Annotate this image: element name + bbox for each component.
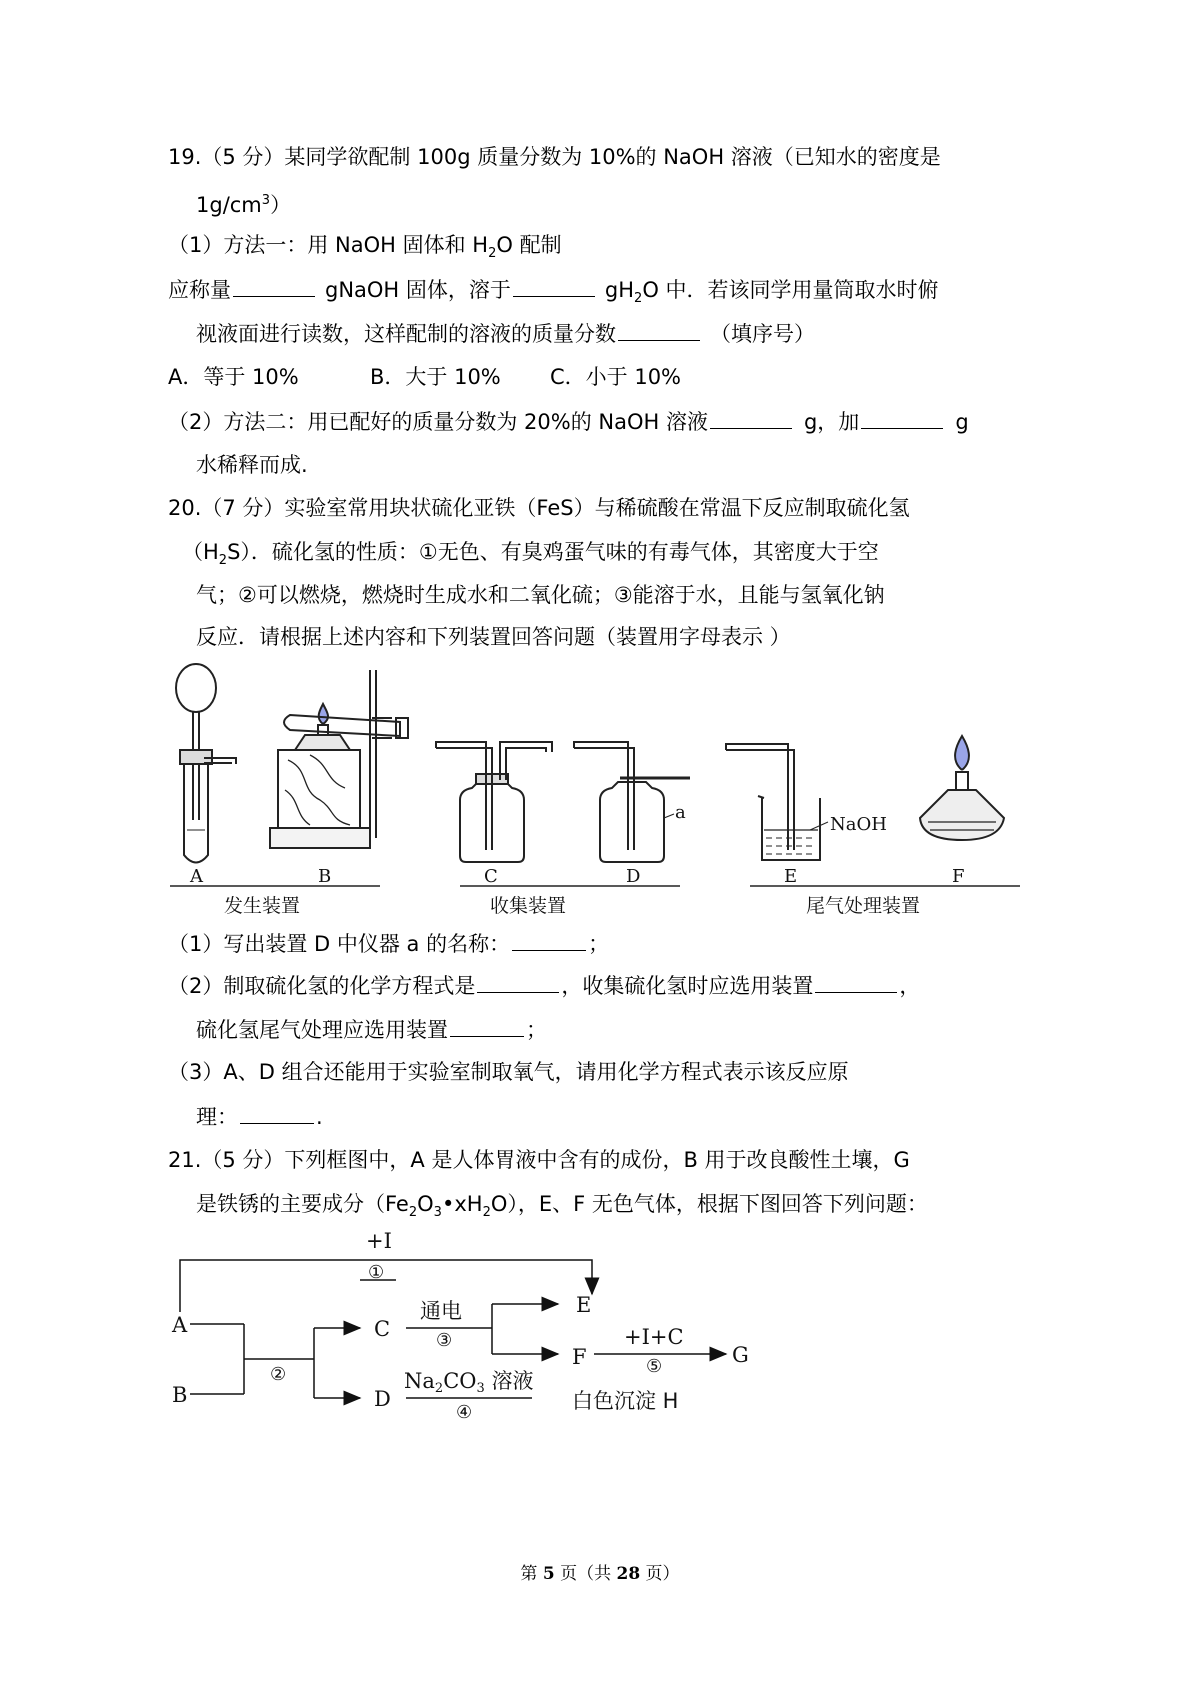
- q19-part2: [168, 406, 969, 437]
- group-generation: 发生装置: [224, 895, 301, 917]
- q19-density: 1g/cm: [196, 193, 262, 217]
- reaction-3-condition: 通电: [420, 1299, 462, 1323]
- q20-l2-b: S）．硫化氢的性质：①无色、有臭鸡蛋气味的有毒气体，其密度大于空: [227, 540, 879, 564]
- q19-option-a: [168, 362, 299, 392]
- reaction-flow-diagram: [160, 1228, 800, 1428]
- apparatus-e-icon: [726, 744, 828, 860]
- q21-line-1: [168, 1145, 910, 1175]
- node-f: F: [572, 1345, 587, 1369]
- q20-line-1: [168, 493, 910, 523]
- q21-l2-d: O），E、F 无色气体，根据下图回答下列问题：: [490, 1192, 928, 1216]
- q19-opt-c-text: C．小于 10%: [550, 365, 682, 389]
- apparatus-b-icon: [270, 670, 408, 848]
- r4-co: CO: [443, 1369, 477, 1393]
- q20-s2-b: ，收集硫化氢时应选用装置: [561, 974, 814, 998]
- q20-sub2-cont: [196, 1014, 547, 1045]
- reaction-2-number: ②: [270, 1364, 287, 1385]
- q19-part1-a: （1）方法一：用 NaOH 固体和 H: [168, 233, 489, 257]
- instrument-a-label: a: [675, 802, 686, 823]
- footer-c: 页）: [640, 1564, 680, 1584]
- q19-line-5: [196, 318, 815, 349]
- q19-l4-b: gNaOH 固体，溶于: [325, 278, 511, 302]
- q19-stem: 19.（5 分）某同学欲配制 100g 质量分数为 10%的 NaOH 溶液（已知水的密度是: [168, 145, 941, 169]
- apparatus-label: D: [626, 866, 641, 887]
- footer-page-number: 5: [542, 1564, 555, 1584]
- q19-p2-d: 水稀释而成.: [196, 453, 308, 477]
- page-footer: [0, 1559, 1200, 1584]
- q19-l4-c: gH: [604, 278, 635, 302]
- q20-l3: 气；②可以燃烧，燃烧时生成水和二氧化硫；③能溶于水，且能与氢氧化钠: [196, 583, 885, 607]
- q21-l2-c: •xH: [441, 1192, 483, 1216]
- q20-sub3-cont: [196, 1101, 323, 1132]
- footer-a: 第: [520, 1564, 543, 1584]
- q20-line-3: [196, 580, 885, 610]
- q20-stem: 20.（7 分）实验室常用块状硫化亚铁（FeS）与稀硫酸在常温下反应制取硫化氢: [168, 496, 910, 520]
- q19-density-sup: 3: [261, 193, 271, 208]
- q20-s2-a: （2）制取硫化氢的化学方程式是: [168, 974, 476, 998]
- q19-line-4: [168, 274, 939, 314]
- q20-s2-e: ；: [526, 1018, 547, 1042]
- q19-l4-d: O 中．若该同学用量筒取水时俯: [642, 278, 939, 302]
- reaction-4-number: ④: [456, 1402, 473, 1423]
- q19-opt-a-text: A．等于 10%: [168, 365, 299, 389]
- q19-l5-a: 视液面进行读数，这样配制的溶液的质量分数: [196, 322, 616, 346]
- q20-sub3: [168, 1057, 849, 1087]
- footer-total-pages: 28: [616, 1564, 641, 1584]
- reaction-1-reagent: +I: [366, 1229, 392, 1253]
- q21-l2-sub2: 3: [433, 1205, 442, 1221]
- reaction-1-number: ①: [368, 1262, 385, 1283]
- node-a: A: [172, 1313, 188, 1337]
- apparatus-label: A: [190, 866, 203, 887]
- apparatus-d-icon: [574, 742, 690, 862]
- answer-blank[interactable]: [815, 970, 897, 993]
- q20-l2-sub: 2: [218, 553, 228, 569]
- q19-p2-c: g: [955, 410, 969, 434]
- q20-s1-b: ；: [588, 932, 610, 956]
- q19-l4-sub: 2: [634, 291, 643, 307]
- q19-option-b: [370, 362, 501, 392]
- reaction-5-reagent: +I+C: [624, 1325, 684, 1349]
- q20-s2-c: ，: [899, 974, 921, 998]
- q20-l2-a: （H: [182, 540, 219, 564]
- q19-part1-b: O 配制: [496, 233, 562, 257]
- answer-blank[interactable]: [477, 970, 559, 993]
- q20-s3-c: .: [316, 1105, 323, 1129]
- r4-solution: 溶液: [484, 1369, 534, 1393]
- r4-sub2: 3: [476, 1381, 485, 1396]
- group-tail-gas: 尾气处理装置: [806, 895, 921, 917]
- answer-blank[interactable]: [710, 406, 792, 429]
- apparatus-label: F: [952, 866, 965, 887]
- q20-line-4: [196, 622, 791, 652]
- reaction-4-reagent: [404, 1369, 533, 1396]
- q20-s3-a: （3）A、D 组合还能用于实验室制取氧气，请用化学方程式表示该反应原: [168, 1060, 849, 1084]
- reaction-3-number: ③: [436, 1330, 453, 1351]
- q21-l2-sub1: 2: [408, 1205, 418, 1221]
- answer-blank[interactable]: [513, 274, 595, 297]
- apparatus-a-icon: [176, 664, 236, 863]
- q19-l5-b: （填序号）: [710, 322, 815, 346]
- apparatus-label: B: [318, 866, 332, 887]
- answer-blank[interactable]: [618, 318, 700, 341]
- q20-s1-a: （1）写出装置 D 中仪器 a 的名称：: [168, 932, 511, 956]
- node-c: C: [374, 1317, 391, 1341]
- q21-l2-b: O: [417, 1192, 434, 1216]
- q20-sub2: [168, 970, 920, 1001]
- naoh-label: NaOH: [830, 814, 887, 835]
- q21-line-2: [196, 1189, 928, 1228]
- q19-p2-a: （2）方法二：用已配好的质量分数为 20%的 NaOH 溶液: [168, 410, 708, 434]
- q21-l2-sub3: 2: [482, 1205, 491, 1221]
- node-e: E: [576, 1293, 592, 1317]
- r4-na: Na: [404, 1369, 435, 1393]
- q21-stem: 21.（5 分）下列框图中，A 是人体胃液中含有的成份，B 用于改良酸性土壤，G: [168, 1148, 910, 1172]
- apparatus-figure: [160, 660, 1040, 928]
- q20-s3-b: 理：: [196, 1105, 238, 1129]
- apparatus-label: C: [484, 866, 498, 887]
- q19-l4-a: 应称量: [168, 278, 231, 302]
- q19-part1: [168, 230, 562, 269]
- q19-part2-cont: [196, 450, 308, 480]
- node-b: B: [172, 1383, 188, 1407]
- q19-paren: ）: [270, 193, 292, 217]
- apparatus-f-icon: [920, 736, 1004, 840]
- q19-part1-sub: 2: [488, 246, 497, 262]
- group-collection: 收集装置: [490, 895, 567, 917]
- reaction-5-number: ⑤: [646, 1356, 663, 1377]
- q20-line-2: [182, 537, 879, 576]
- footer-b: 页（共: [554, 1564, 617, 1584]
- product-h: 白色沉淀 H: [572, 1389, 679, 1413]
- q19-p2-b: g，加: [803, 410, 860, 434]
- answer-blank[interactable]: [450, 1014, 524, 1037]
- answer-blank[interactable]: [512, 928, 586, 951]
- q19-line-2: [196, 186, 291, 220]
- node-g: G: [732, 1343, 749, 1367]
- r4-sub1: 2: [434, 1381, 444, 1396]
- q19-opt-b-text: B．大于 10%: [370, 365, 501, 389]
- apparatus-c-icon: [436, 742, 552, 862]
- q20-sub1: [168, 928, 609, 959]
- q20-s2-d: 硫化氢尾气处理应选用装置: [196, 1018, 448, 1042]
- q21-l2-a: 是铁锈的主要成分（Fe: [196, 1192, 409, 1216]
- answer-blank[interactable]: [233, 274, 315, 297]
- q20-l4: 反应．请根据上述内容和下列装置回答问题（装置用字母表示 ）: [196, 625, 791, 649]
- answer-blank[interactable]: [861, 406, 943, 429]
- q19-line-1: [168, 142, 941, 172]
- node-d: D: [374, 1387, 391, 1411]
- q19-option-c: [550, 362, 681, 392]
- apparatus-label: E: [784, 866, 798, 887]
- answer-blank[interactable]: [240, 1101, 314, 1124]
